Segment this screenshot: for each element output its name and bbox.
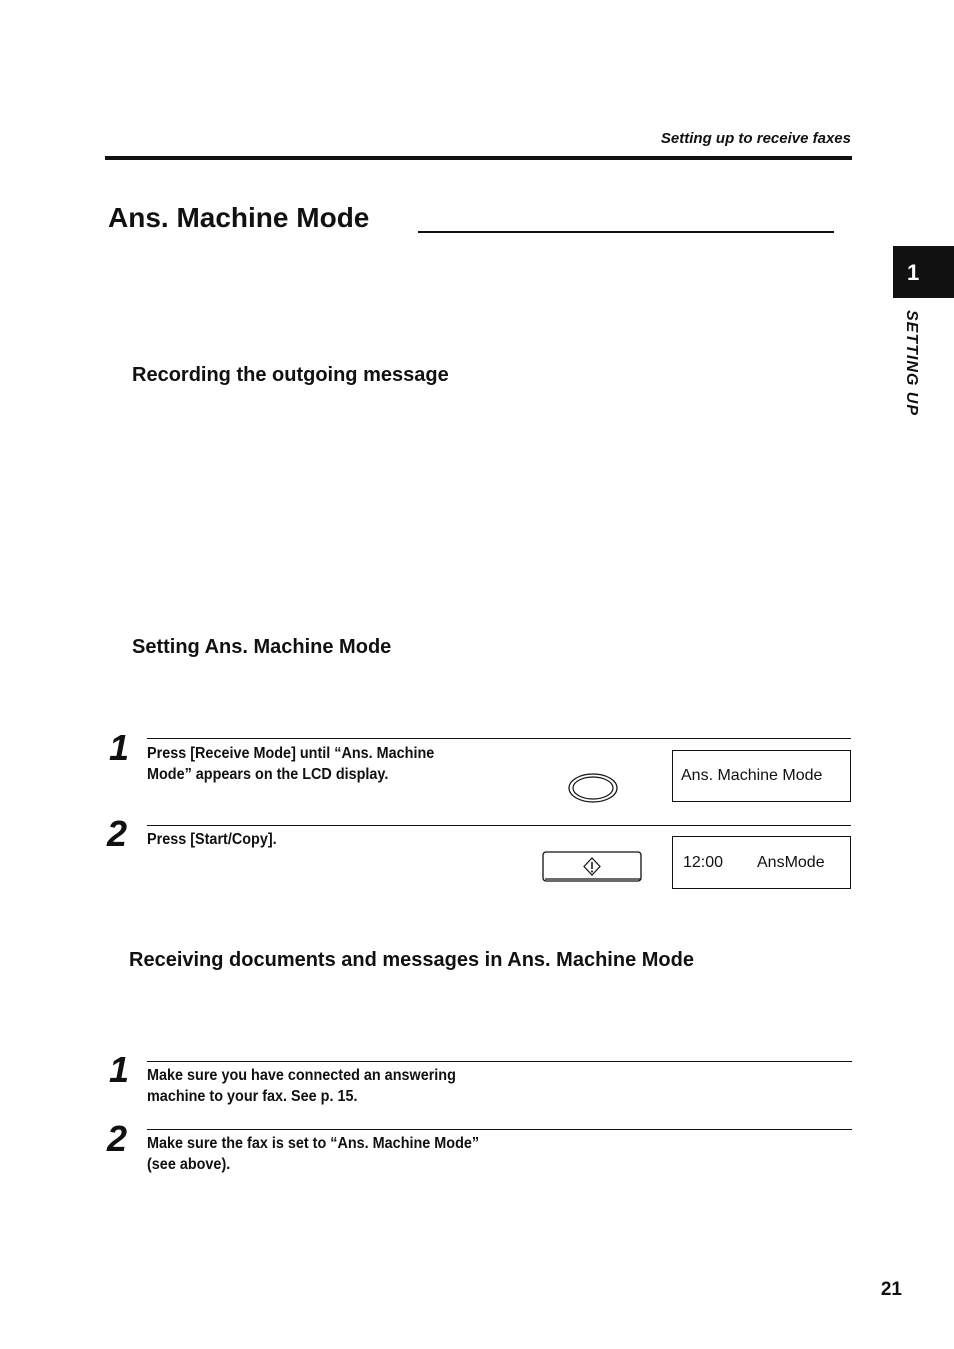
receive-mode-button-icon: [566, 771, 620, 805]
step-number: 1: [109, 1049, 130, 1090]
step-rule: [147, 825, 851, 826]
step-text: Press [Start/Copy].: [147, 831, 277, 848]
chapter-tab: 1: [893, 246, 954, 298]
chapter-label: SETTING UP: [903, 310, 920, 417]
lcd-text: Ans. Machine Mode: [681, 767, 823, 784]
lcd-mode: AnsMode: [757, 853, 825, 871]
section-heading-recording: Recording the outgoing message: [132, 364, 449, 386]
step-rule: [147, 1061, 852, 1062]
title-underline: [418, 231, 834, 233]
section-heading-receiving: Receiving documents and messages in Ans. Machine Mode: [129, 949, 694, 971]
section-heading-setting: Setting Ans. Machine Mode: [132, 636, 392, 658]
start-copy-button-icon: [541, 849, 645, 885]
step-rule: [147, 1129, 852, 1130]
page-number: 21: [880, 1279, 902, 1300]
step-number: 2: [107, 813, 128, 854]
lcd-display: [672, 750, 851, 802]
running-header: Setting up to receive faxes: [660, 130, 851, 147]
step-rule: [147, 738, 851, 739]
step-number: 1: [109, 727, 130, 768]
step-text: Make sure the fax is set to “Ans. Machine Mode” (see above).: [147, 1135, 480, 1173]
step-text: Press [Receive Mode] until “Ans. Machine Mode” appears on the LCD display.: [147, 745, 435, 783]
step-number: 2: [107, 1118, 128, 1159]
page-title: Ans. Machine Mode: [108, 202, 370, 233]
lcd-display: [672, 836, 851, 889]
lcd-time: 12:00: [683, 853, 724, 871]
step-text: Make sure you have connected an answering machine to your fax. See p. 15.: [147, 1067, 456, 1105]
header-rule: [105, 156, 852, 160]
